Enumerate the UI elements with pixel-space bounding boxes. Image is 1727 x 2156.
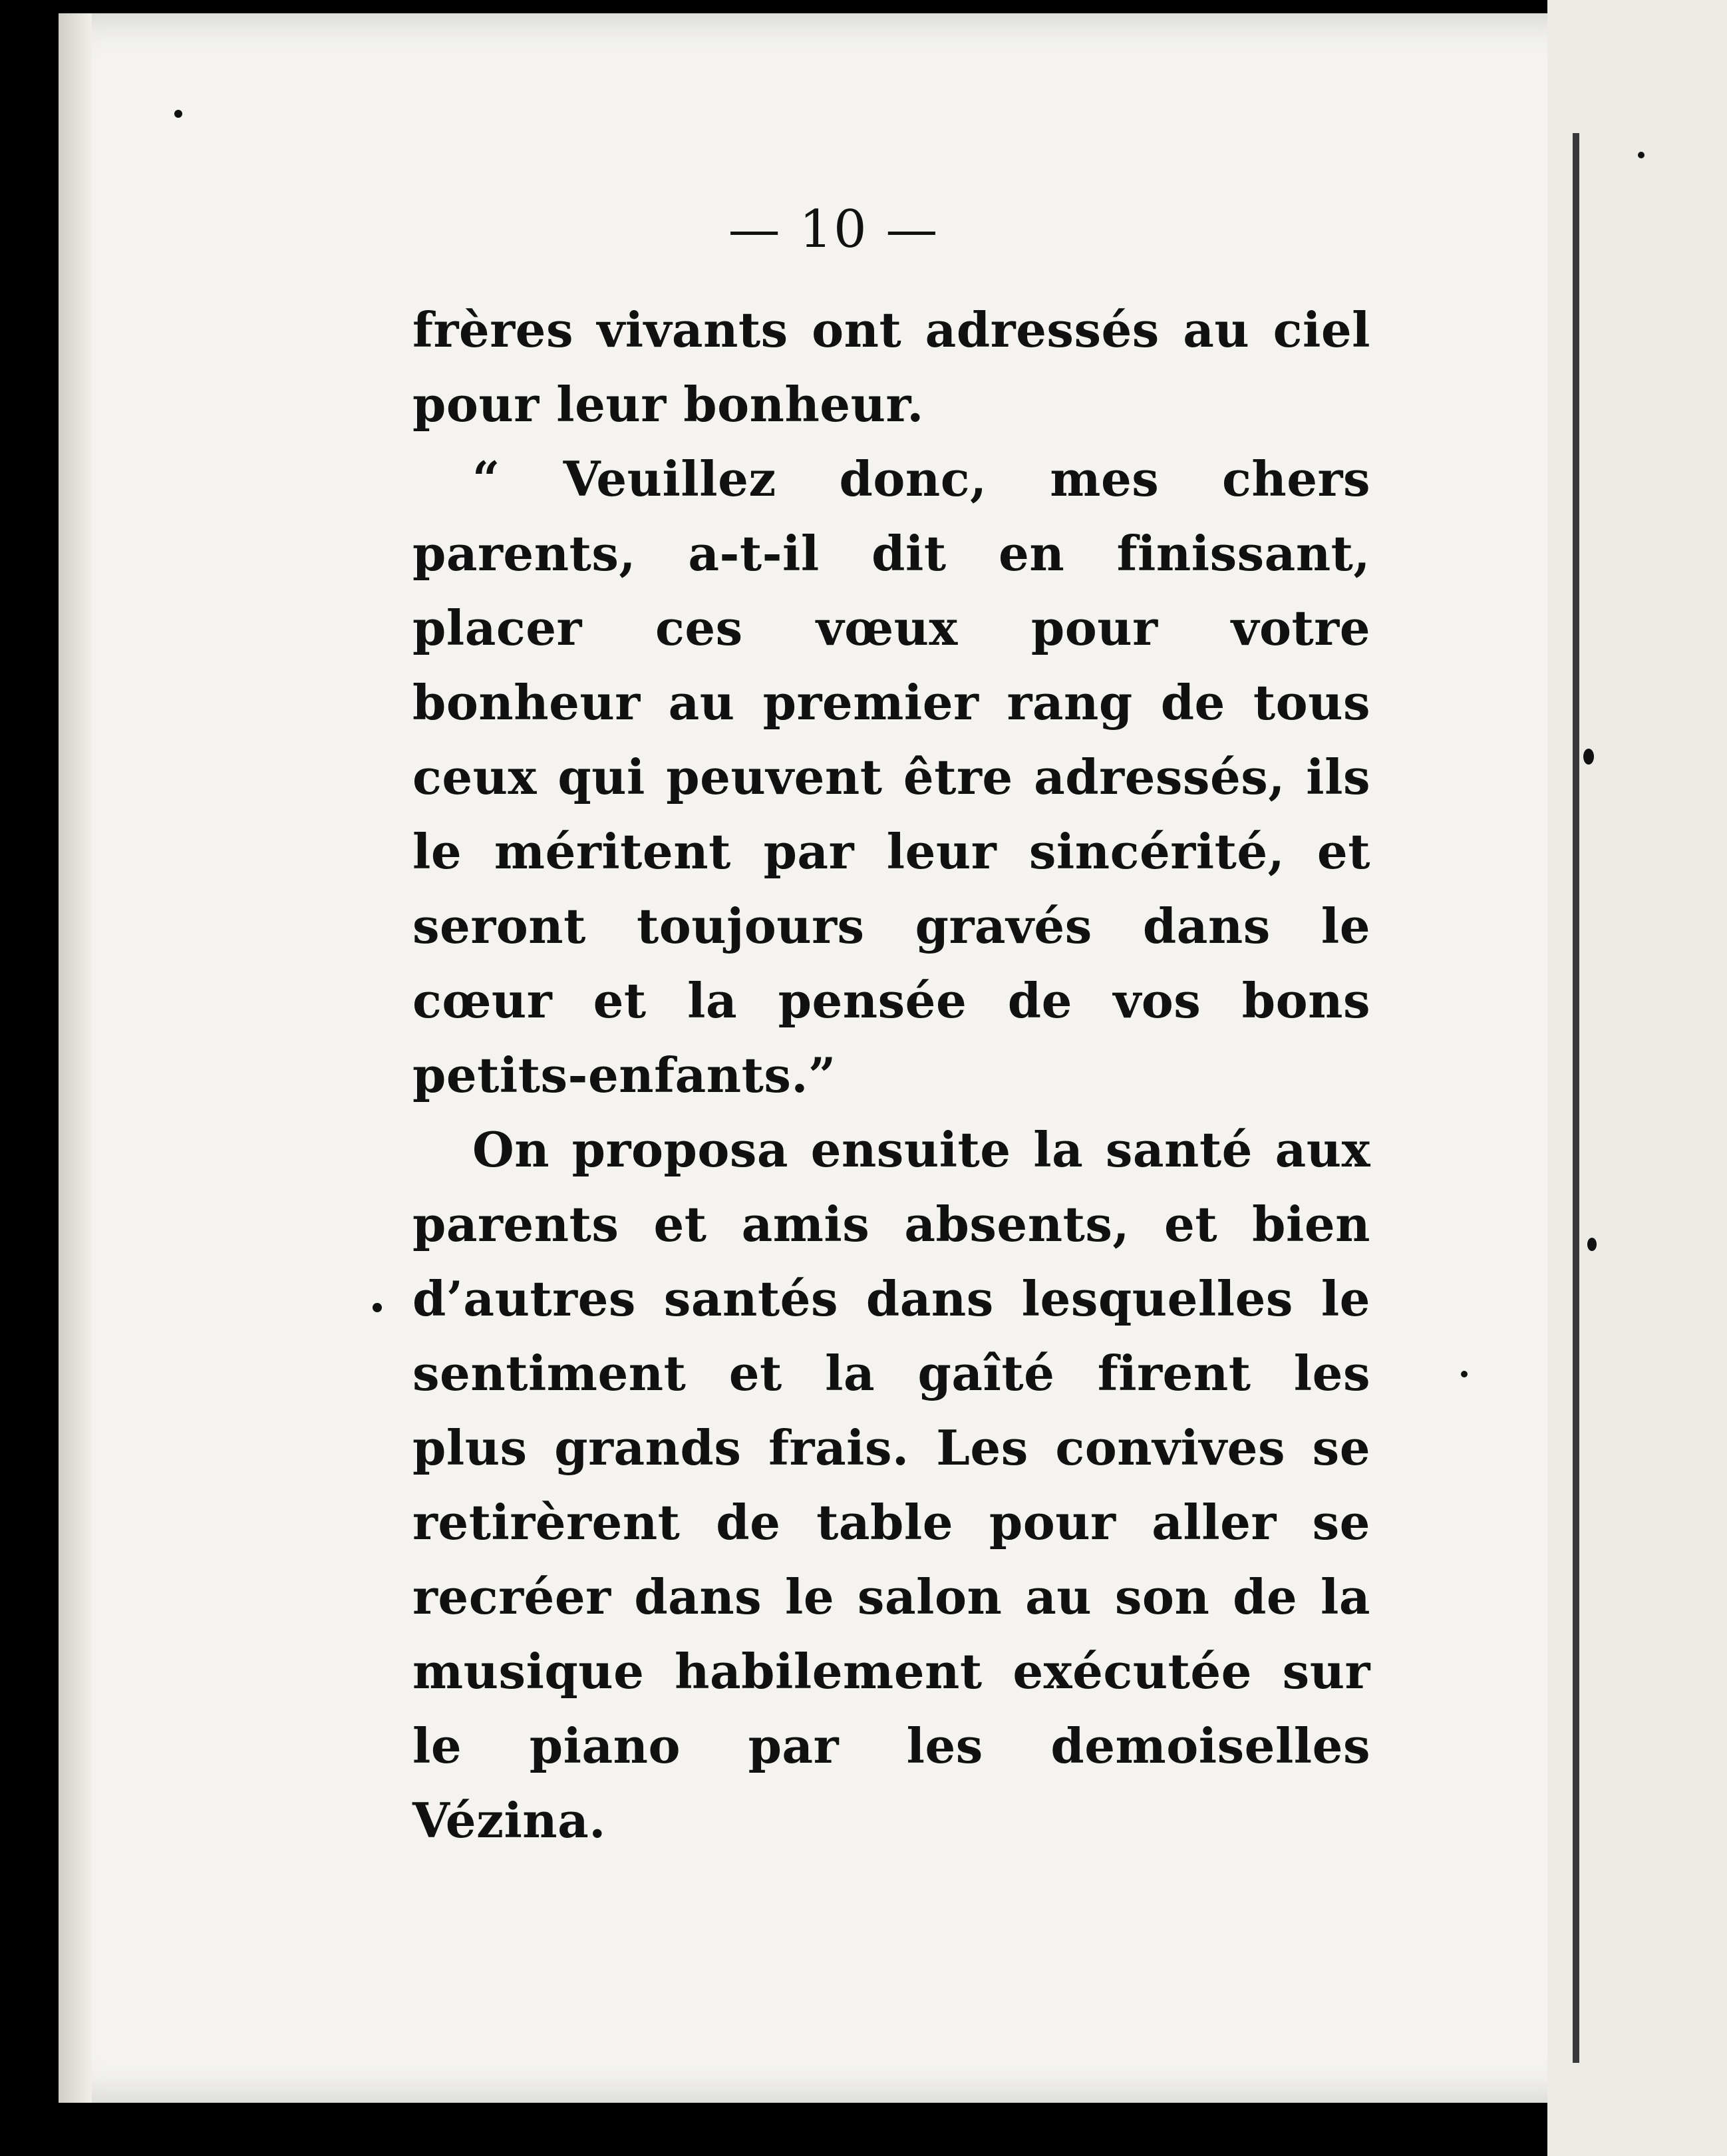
paragraph-3: On proposa ensuite la santé aux parents et amis absents, et bien d’autres santés dans lesquelles le sentiment et la gaîté firent les plus grands frais. Les convives se retirèrent de table pour aller se recréer dans le salon au son de la musique habilement exécutée sur le piano par les demoiselles Vézina. <box>412 1121 1370 1849</box>
scan-speck <box>373 1303 382 1312</box>
scan-speck <box>1583 749 1594 765</box>
adjacent-page-rule <box>1573 133 1579 2063</box>
page-left-edge <box>59 13 92 2103</box>
scan-speck <box>1638 152 1645 158</box>
paragraph-2: “ Veuillez donc, mes chers parents, a-t-il dit en finissant, placer ces vœux pour votre bonheur au premier rang de tous ceux qui peuvent être adressés, ils le méritent par leur sincérité, et seront toujours gravés dans le cœur et la pensée de vos bons petits-enfants.” <box>412 450 1370 1103</box>
paragraph-1: frères vivants ont adressés au ciel pour leur bonheur. <box>412 301 1370 433</box>
scan-speck <box>1461 1371 1468 1377</box>
adjacent-page-edge <box>1547 0 1727 2156</box>
scan-speck <box>1587 1238 1597 1251</box>
page-number-text: — 10 — <box>728 200 939 260</box>
scan-speck <box>174 110 182 118</box>
body-text <box>412 293 1370 1858</box>
page-number <box>0 200 1727 260</box>
